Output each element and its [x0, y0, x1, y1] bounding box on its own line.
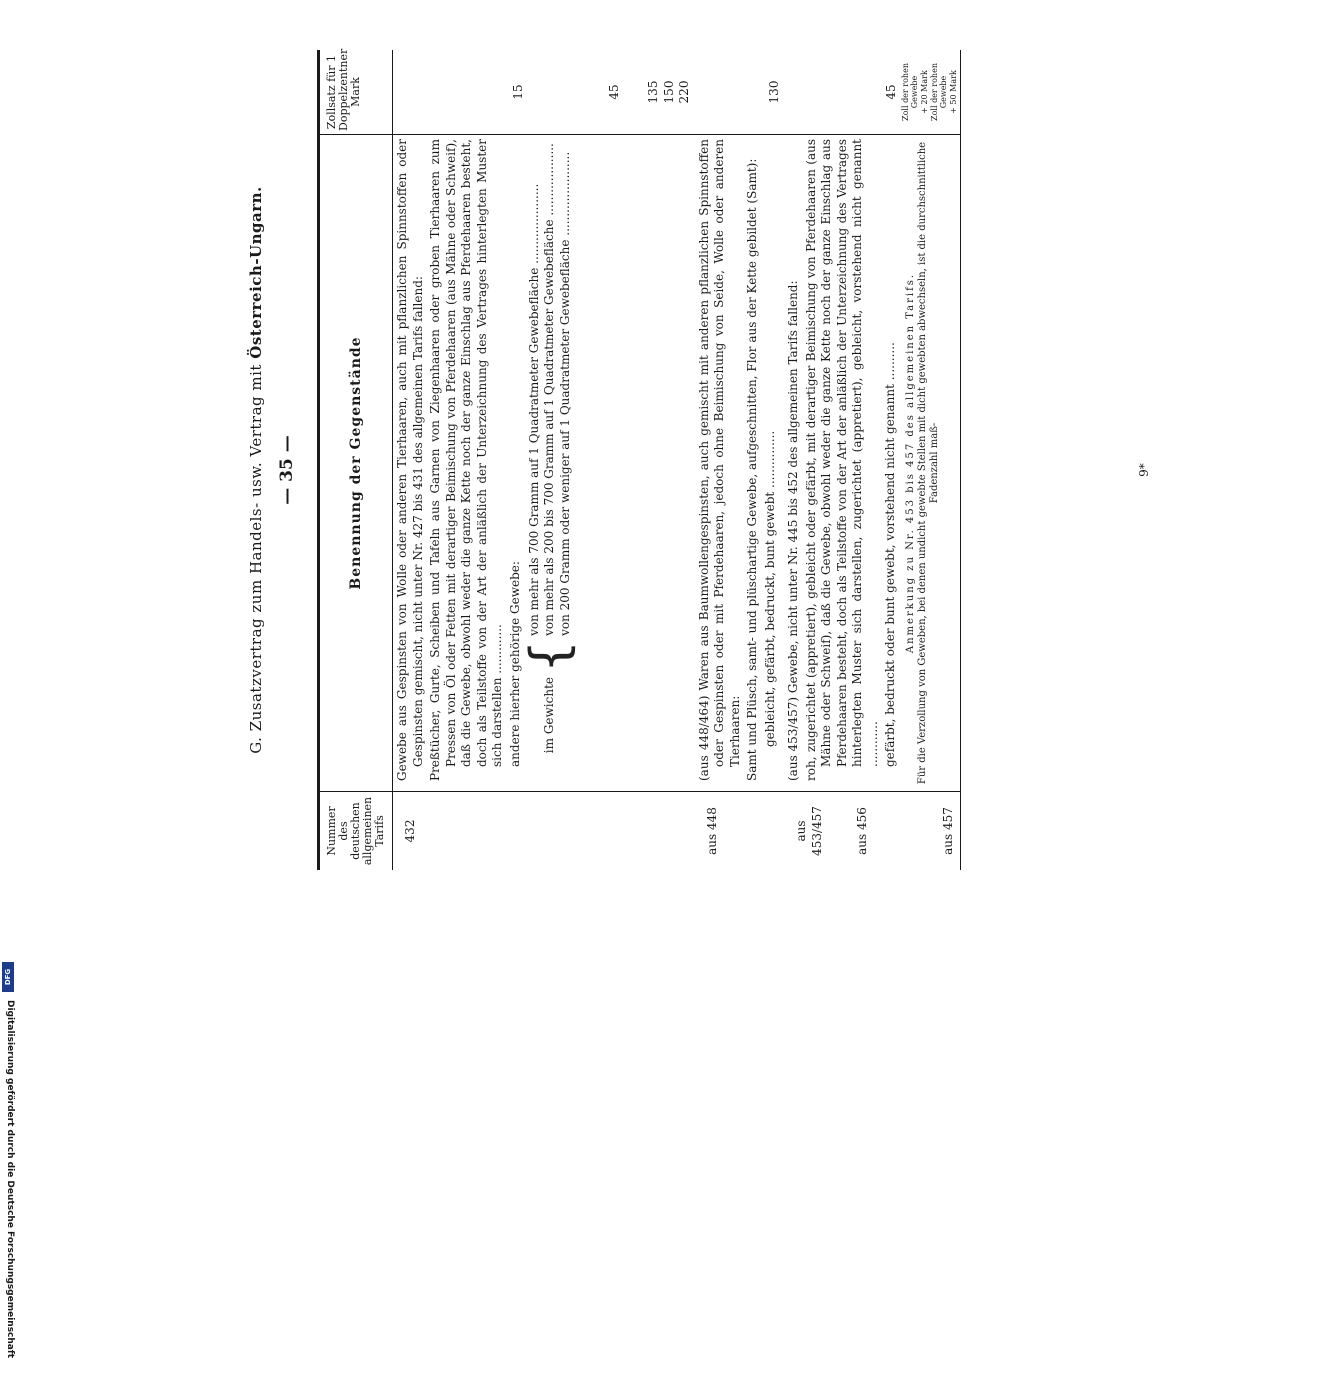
running-head-prefix: G. Zusatzvertrag zum Handels- usw. Vertrag mit [247, 364, 265, 754]
row-rates [393, 50, 695, 135]
row-number-453: aus 453/457 [794, 806, 824, 856]
page-content [207, 48, 1207, 870]
table-header-row [319, 50, 393, 870]
footnote-mark: 9* [1137, 463, 1151, 477]
weight-brace-block [520, 139, 580, 787]
item-448-sub2: gebleicht, gefärbt, bedruckt, bunt gewebt ............... [762, 430, 777, 747]
note-text: Für die Verzollung von Geweben, bei denen undicht gewebte Stellen mit dicht gewebten abwechseln, ist die durchschnittliche Fadenzahl maß- [916, 141, 940, 785]
item-432a-text: Preßtücher, Gurte, Scheiben und Tafeln aus Garnen von Ziegenhaaren oder groben Tierhaaren zum Pressen von Öl oder Fetten mit derartiger Beimischung von Pferdehaaren (aus Mähne oder Schweif), daß die Gewebe, obwohl weder die ganze Kette noch der ganze Einschlag aus Pferdehaaren besteht, doch als Teilstoffe von der Art der anläßlich der Unterzeichnung des Vertrages hinterlegten Muster sich darstellen ............. [428, 139, 504, 781]
rate-value: 135 [646, 80, 660, 104]
row-rates [784, 50, 960, 135]
row-rates [695, 50, 785, 135]
weight-label: im Gewichte [542, 677, 557, 754]
rate-note: Zoll der rohen Gewebe [929, 63, 948, 121]
row-description [784, 135, 960, 792]
page-number: — 35 — [277, 435, 297, 505]
header-description: Benennung der Gegenstände [319, 135, 393, 792]
row-number-spacer [871, 796, 941, 866]
item-448-text: (aus 448/464) Waren aus Baumwollengespinsten, auch gemischt mit anderen pflanzlichen Spinnstoffen oder Gespinsten oder mit Pferdehaaren, jedoch ohne Beimischung von Seide, Wolle oder anderen Tierhaaren: [696, 139, 742, 781]
rotated-page [207, 48, 1207, 870]
digitization-credit: Digitalisierung gefördert durch die Deutsche Forschungsgemeinschaft [5, 1000, 15, 1359]
table-row [784, 50, 960, 870]
rate-note: + 50 Mark [948, 70, 958, 114]
brace-icon: { [520, 639, 580, 673]
row-description [393, 135, 695, 792]
dfg-logo-text: DFG [4, 968, 12, 986]
item-448-sub: Samt und Plüsch, samt- und plüschartige Gewebe, aufgeschnitten, Flor aus der Kette gebildet (Samt): [745, 158, 759, 781]
row-description [695, 135, 785, 792]
note-block [905, 139, 941, 787]
rate-value: 45 [606, 84, 621, 100]
rate-note: + 20 Mark [919, 70, 929, 114]
item-432b-text: andere hierher gehörige Gewebe: [507, 561, 522, 767]
rate-value: 45 [884, 84, 898, 100]
running-head-country: Österreich-Ungarn. [247, 186, 265, 359]
note-title: Anmerkung zu Nr. 453 bis 457 des allgemeinen Tarifs. [904, 272, 916, 654]
dfg-logo-icon [2, 962, 14, 992]
item-432-text: Gewebe aus Gespinsten von Wolle oder anderen Tierhaaren, auch mit pflanzlichen Spinnstoffen oder Gespinsten gemischt, nicht unter Nr. 427 bis 431 des allgemeinen Tarifs fallend: [395, 139, 425, 781]
row-number-spacer [825, 796, 855, 866]
tariff-table [317, 50, 961, 870]
rate-spacer [403, 54, 511, 130]
rate-value: 150 [661, 80, 676, 104]
rate-spacer [794, 54, 884, 130]
header-rate: Zollsatz für 1 Doppelzentner Mark [325, 48, 362, 131]
header-number: Nummer des deutschen allgemeinen Tarifs [325, 796, 386, 866]
weight-option: von mehr als 700 Gramm auf 1 Quadratmeter Gewebefläche ..................... [526, 183, 541, 636]
rate-spacer [622, 54, 646, 130]
rate-value: 130 [766, 80, 781, 104]
rate-spacer [527, 54, 607, 130]
rate-value: 15 [511, 84, 525, 100]
rate-value: 220 [677, 80, 691, 104]
table-row [695, 50, 785, 870]
weight-option: von mehr als 200 bis 700 Gramm auf 1 Quadratmeter Gewebefläche ................... [542, 143, 557, 636]
row-number-457: aus 457 [940, 807, 955, 855]
running-head [247, 70, 265, 870]
table-row [393, 50, 695, 870]
row-number: aus 448 [704, 807, 719, 855]
row-number-456: aus 456 [855, 807, 869, 855]
item-457-text: gefärbt, bedruckt oder bunt gewebt, vorstehend nicht genannt .......... [883, 342, 897, 767]
rate-note: Zoll der rohen Gewebe [900, 63, 919, 121]
row-number: 432 [403, 819, 417, 843]
item-453-text: (aus 453/457) Gewebe, nicht unter Nr. 445 bis 452 des allgemeinen Tarifs fallend: [786, 280, 800, 781]
weight-options [527, 139, 574, 636]
weight-option: von 200 Gramm oder weniger auf 1 Quadratmeter Gewebefläche ...................... [557, 151, 572, 636]
row-number [784, 792, 960, 871]
item-456-text: roh, zugerichtet (appretiert), gebleicht oder gefärbt, mit derartiger Beimischung von Pferdehaaren (aus Mähne oder Schweif), daß die Gewebe, obwohl weder die ganze Kette noch der ganze Einschlag aus Pferdehaaren besteht, doch als Teilstoffe von der Art der anläßlich der Unterzeichnung des Vertrages hinterlegten Muster sich darstellen, zugerichtet (appretiert), gebleicht, vorstehend nicht genannt ............ [803, 139, 880, 781]
rate-spacer [705, 54, 767, 130]
